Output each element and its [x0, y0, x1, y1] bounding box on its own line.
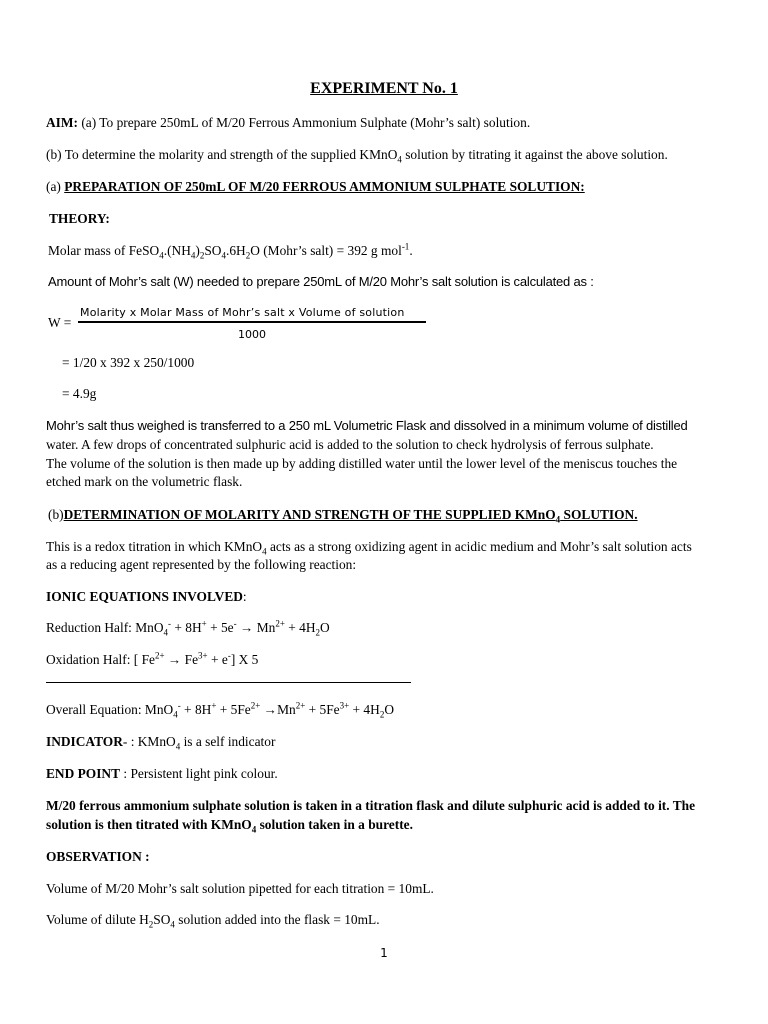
section-b-sub: 4 — [555, 514, 561, 525]
red-b: + 8H — [171, 620, 202, 635]
molar-mass-line — [48, 242, 413, 260]
end-point-label: END POINT — [46, 766, 121, 781]
procedure-line-3: The volume of the solution is then made up by adding distilled water until the lower level of the meniscus touches the — [46, 456, 678, 471]
ox-d: ] X 5 — [230, 652, 259, 667]
ov-d-sup: 2+ — [295, 700, 306, 711]
titration-l2s: 4 — [251, 824, 257, 835]
divider-line — [46, 682, 411, 683]
obs2-s1: 2 — [148, 919, 154, 930]
titration-line-2 — [46, 816, 413, 834]
mm-t1: Molar mass of FeSO — [48, 243, 160, 258]
red-f: O — [320, 620, 330, 635]
indicator-label: INDICATOR — [46, 734, 123, 749]
mm-sup: -1 — [401, 241, 410, 252]
mm-t2: .(NH — [163, 243, 191, 258]
ov-a-sub: 4 — [173, 709, 178, 720]
procedure-line-4: etched mark on the volumetric flask. — [46, 474, 243, 489]
section-a-title: PREPARATION OF 250mL OF M/20 FERROUS AMMONIUM SULPHATE SOLUTION: — [64, 179, 585, 194]
aim-a-text: (a) To prepare 250mL of M/20 Ferrous Ammonium Sulphate (Mohr’s salt) solution. — [77, 115, 531, 130]
aim-label: AIM: — [46, 115, 78, 130]
calc-step-1: = 1/20 x 392 x 250/1000 — [62, 355, 195, 370]
mm-t6: O (Mohr’s salt) = 392 g mol — [250, 243, 402, 258]
mm-t4: SO — [204, 243, 222, 258]
indicator-sub: 4 — [175, 741, 181, 752]
redox-l1a: This is a redox titration in which KMnO — [46, 539, 263, 554]
aim-b-text: (b) To determine the molarity and strength of the supplied KMnO — [46, 147, 398, 162]
redox-l1b: acts as a strong oxidizing agent in acidic medium and Mohr’s salt solution acts — [266, 539, 692, 554]
redox-line-2: as a reducing agent represented by the following reaction: — [46, 557, 357, 572]
ov-a: MnO — [144, 702, 174, 717]
procedure-1-text: Mohr’s salt thus weighed is transferred to a 250 mL Volumetric Flask and dissolved in a minimum volume of distilled — [46, 418, 688, 433]
reaction-arrow: → — [164, 652, 185, 667]
titration-l2b: solution taken in a burette. — [256, 817, 413, 832]
observation-line-2 — [46, 911, 380, 929]
mm-s5: 2 — [245, 250, 251, 261]
observation-line-1: Volume of M/20 Mohr’s salt solution pipetted for each titration = 10mL. — [46, 881, 434, 896]
obs2-b: SO — [153, 912, 171, 927]
mm-s4: 4 — [221, 250, 226, 261]
ov-e: + 5Fe — [305, 702, 340, 717]
procedure-line-2: water. A few drops of concentrated sulphuric acid is added to the solution to check hydrolysis of ferrous sulphate. — [46, 437, 654, 452]
ox-c: + e — [207, 652, 228, 667]
red-e-sub: 2 — [315, 627, 321, 638]
amount-line: Amount of Mohr’s salt (W) needed to prepare 250mL of M/20 Mohr’s salt solution is calculated as : — [48, 274, 594, 289]
obs2-a: Volume of dilute H — [46, 912, 149, 927]
formula-numerator: Molarity x Molar Mass of Mohr’s salt x Volume of solution — [80, 306, 405, 319]
ov-d: Mn — [277, 702, 296, 717]
aim-b-sub: 4 — [397, 154, 402, 165]
obs2-s2: 4 — [170, 919, 175, 930]
ox-a-sup: 2+ — [154, 650, 165, 661]
reduction-label: Reduction Half: — [46, 620, 136, 635]
indicator-text-a: - : KMnO — [122, 734, 176, 749]
ov-a-sup: - — [177, 700, 181, 711]
aim-b-end: solution by titrating it against the above solution. — [401, 147, 668, 162]
overall-label: Overall Equation: — [46, 702, 145, 717]
section-b-end: SOLUTION. — [560, 507, 638, 522]
red-a: MnO — [135, 620, 164, 635]
end-point-text: : Persistent light pink colour. — [120, 766, 278, 781]
observation-heading: OBSERVATION : — [46, 849, 150, 864]
reduction-half-equation — [46, 619, 330, 637]
mm-s3: 2 — [199, 250, 205, 261]
red-c-sup: - — [233, 618, 237, 629]
ov-b-sup: + — [211, 700, 217, 711]
ov-e-sup: 3+ — [339, 700, 350, 711]
page-number: 1 — [380, 946, 388, 960]
red-a-sub: 4 — [163, 627, 169, 638]
section-b-prefix: (b) — [48, 507, 64, 522]
formula-denominator: 1000 — [238, 328, 266, 341]
section-a-heading — [46, 178, 585, 196]
ov-f: + 4H — [349, 702, 380, 717]
ov-g: O — [384, 702, 394, 717]
redox-l1s: 4 — [262, 546, 267, 557]
mm-s1: 4 — [159, 250, 164, 261]
reaction-arrow: → — [236, 620, 257, 635]
ox-b: Fe — [184, 652, 199, 667]
ov-f-sub: 2 — [379, 709, 385, 720]
formula-lhs: W = — [48, 315, 72, 330]
titration-l2a: solution is then titrated with KMnO — [46, 817, 252, 832]
indicator-text-b: is a self indicator — [180, 734, 276, 749]
red-d-sup: 2+ — [275, 618, 285, 629]
end-point-line — [46, 765, 278, 783]
redox-line-1 — [46, 538, 692, 556]
overall-equation — [46, 701, 394, 719]
red-d: Mn — [256, 620, 276, 635]
section-a-prefix: (a) — [46, 179, 65, 194]
red-a-sup: - — [168, 618, 172, 629]
oxidation-half-equation — [46, 651, 258, 669]
reaction-arrow: → — [260, 702, 278, 717]
calc-step-2: = 4.9g — [62, 386, 97, 401]
section-b-title-text: DETERMINATION OF MOLARITY AND STRENGTH OF THE SUPPLIED KMnO — [63, 507, 556, 522]
indicator-line — [46, 733, 275, 751]
ox-c-sup: - — [227, 650, 231, 661]
titration-line-1: M/20 ferrous ammonium sulphate solution is taken in a titration flask and dilute sulphuric acid is added to it. The — [46, 798, 696, 813]
procedure-line-1 — [46, 417, 688, 435]
ionic-heading — [46, 588, 247, 606]
mm-t7: . — [409, 243, 413, 258]
section-b-heading — [48, 506, 638, 524]
oxidation-label: Oxidation Half: [ Fe — [46, 652, 155, 667]
ov-c: + 5Fe — [216, 702, 251, 717]
mm-s2: 4 — [190, 250, 196, 261]
mm-t3: ) — [195, 243, 200, 258]
page-title: EXPERIMENT No. 1 — [310, 80, 458, 97]
ov-c-sup: 2+ — [250, 700, 261, 711]
section-b-title — [63, 507, 638, 525]
ionic-colon: : — [242, 589, 247, 604]
red-c: + 5e — [206, 620, 234, 635]
obs2-c: solution added into the flask = 10mL. — [174, 912, 380, 927]
ionic-label: IONIC EQUATIONS INVOLVED — [46, 589, 243, 604]
theory-heading: THEORY: — [49, 211, 110, 226]
aim-line-a — [46, 114, 530, 132]
ov-b: + 8H — [180, 702, 212, 717]
aim-line-b — [46, 146, 668, 164]
fraction-bar — [78, 321, 426, 323]
mm-t5: .6H — [225, 243, 246, 258]
red-b-sup: + — [201, 618, 207, 629]
ox-b-sup: 3+ — [198, 650, 208, 661]
red-e: + 4H — [284, 620, 316, 635]
